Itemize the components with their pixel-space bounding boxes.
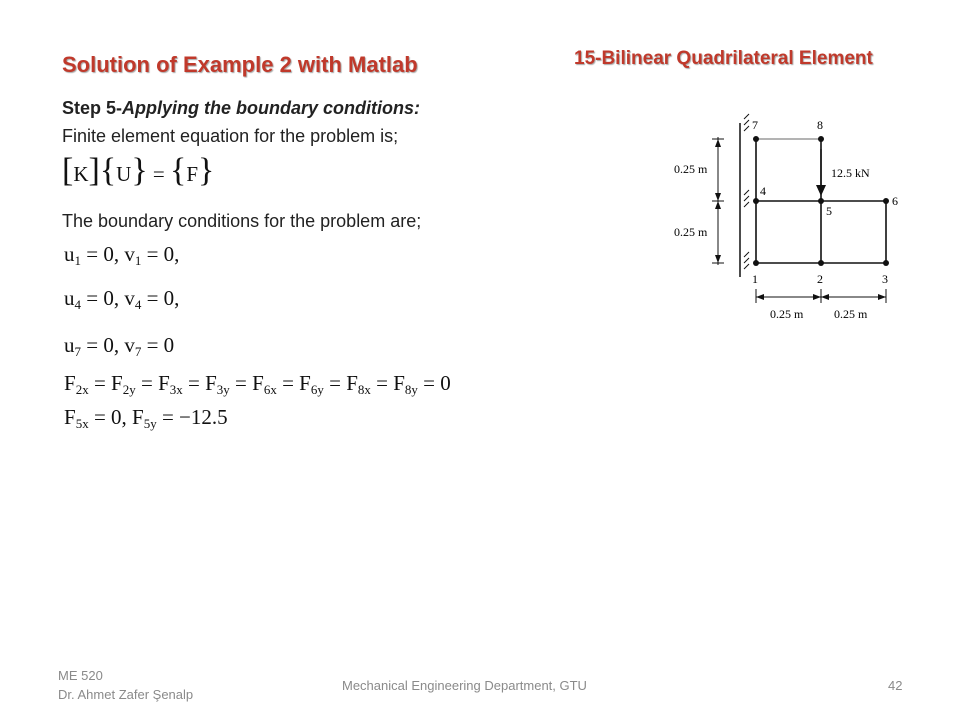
node-1 [753,260,759,266]
mesh-figure [660,105,910,335]
dimension-horizontal-left: 0.25 m [770,307,804,321]
bc-forces-zero: $F_{2x} = F_{2y} = F_{3x} = F_{3y} = F_{6x} = F_{6y} = F_{8x} = F_{8y} = 0$ [64,371,451,397]
step-number: Step 5- [62,98,123,118]
node-7 [753,136,759,142]
node-label-7: 7 [752,118,758,132]
step-description: Applying the boundary conditions: [122,98,420,118]
node-6 [883,198,889,204]
boundary-conditions-intro: The boundary conditions for the problem are; [62,211,422,231]
bc-node-4: $u_4 = 0$, $v_4 = 0$, [64,286,180,312]
dimension-vertical-bottom: 0.25 m [674,225,708,239]
footer-author: Dr. Ahmet Zafer Şenalp [58,687,194,702]
page-number: 42 [888,678,903,693]
footer-department: Mechanical Engineering Department, GTU [342,678,587,693]
support-hatch-4 [744,190,749,207]
bc-node-7: $u_7 = 0$, $v_7 = 0$ [64,333,175,359]
step-heading [62,98,420,119]
load-label: 12.5 kN [831,166,870,180]
node-label-8: 8 [817,118,823,132]
bc-forces-node-5: $F_{5x} = 0$, $F_{5y} = -12.5$ [64,405,228,431]
slide-subtitle: 15-Bilinear Quadrilateral Element [574,48,873,69]
dimension-vertical-top: 0.25 m [674,162,708,176]
node-3 [883,260,889,266]
slide-title: Solution of Example 2 with Matlab [62,52,418,77]
node-label-5: 5 [826,204,832,218]
support-hatch-1 [744,252,749,269]
node-8 [818,136,824,142]
fe-equation-intro: Finite element equation for the problem is; [62,126,399,146]
support-hatch-7 [744,114,749,131]
node-5 [818,198,824,204]
node-label-4: 4 [760,184,766,198]
node-label-6: 6 [892,194,898,208]
fe-equation: [K]{U} = {F} [62,152,215,189]
load-arrowhead [816,185,826,196]
node-label-1: 1 [752,272,758,286]
node-label-2: 2 [817,272,823,286]
node-2 [818,260,824,266]
footer-course: ME 520 [58,668,103,683]
node-4 [753,198,759,204]
node-label-3: 3 [882,272,888,286]
dimension-horizontal-right: 0.25 m [834,307,868,321]
bc-node-1: $u_1 = 0$, $v_1 = 0$, [64,242,180,268]
